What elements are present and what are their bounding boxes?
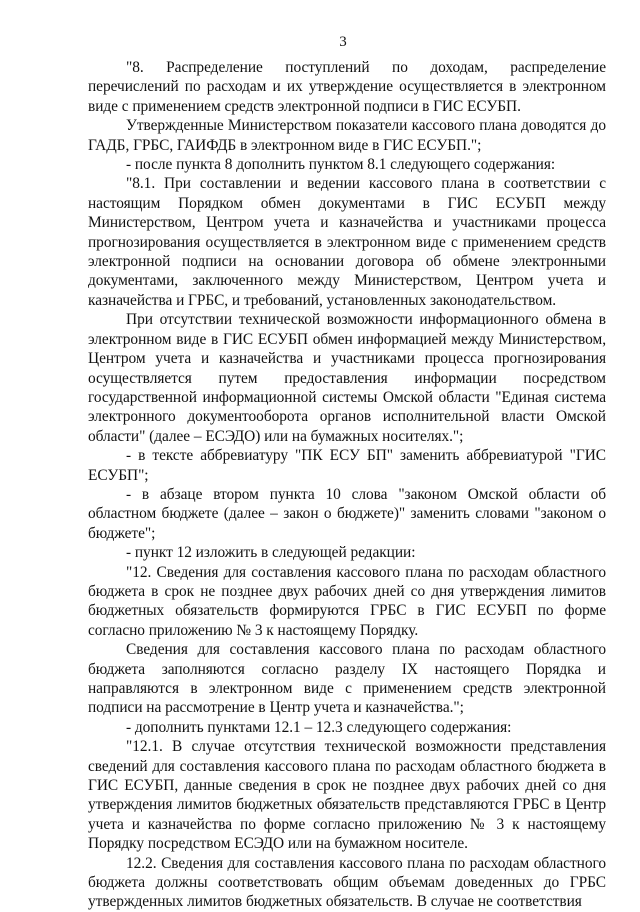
paragraph-13: 12.2. Сведения для составления кассового плана по расходам областного бюджета должны соответствовать общим объемам доведенных до ГРБС утвержденных лимитов бюджетных обязательств. В случае не соответствия (88, 854, 606, 911)
page-number: 3 (339, 34, 347, 50)
paragraph-1: "8. Распределение поступлений по доходам, распределение перечислений по расходам и их утверждение осуществляется в электронном виде с применением средств электронной подписи в ГИС ЕСУБП. (88, 59, 606, 115)
paragraph-12: "12.1. В случае отсутствия технической возможности представления сведений для составления кассового плана по расходам областного бюджета в ГИС ЕСУБП, данные сведения в срок не позднее двух рабочих дней со дня утверждения лимитов бюджетных обязательств представляются ГРБС в Центр учета и казначейства по форме согласно приложению № 3 к настоящему Порядку посредством ЕСЭДО или на бумажном носителе. (88, 738, 606, 853)
paragraph-8: - пункт 12 изложить в следующей редакции: (126, 544, 416, 562)
paragraph-6: - в тексте аббревиатуру "ПК ЕСУ БП" заменить аббревиатурой "ГИС ЕСУБП"; (88, 447, 606, 484)
paragraph-10: Сведения для составления кассового плана по расходам областного бюджета заполняются согласно разделу IX настоящего Порядка и направляются в электронном виде с применением средств электронной подписи на рассмотрение в Центр учета и казначейства."; (88, 641, 606, 717)
paragraph-9: "12. Сведения для составления кассового плана по расходам областного бюджета в срок не позднее двух рабочих дней со дня утверждения лимитов бюджетных обязательств формируются ГРБС в ГИС ЕСУБП по форме согласно приложению № 3 к настоящему Порядку. (88, 563, 606, 639)
paragraph-2: Утвержденные Министерством показатели кассового плана доводятся до ГАДБ, ГРБС, ГАИФДБ в электронном виде в ГИС ЕСУБП."; (88, 117, 606, 154)
paragraph-7: - в абзаце втором пункта 10 слова "законом Омской области об областном бюджете (далее – закон о бюджете)" заменить словами "законом о бюджете"; (88, 485, 606, 542)
paragraph-11: - дополнить пунктами 12.1 – 12.3 следующего содержания: (126, 718, 512, 736)
paragraph-5: При отсутствии технической возможности информационного обмена в электронном виде в ГИС ЕСУБП обмен информацией между Министерством, Центром учета и казначейства и участниками процесса прогнозирования осуществляется путем предоставления информации посредством государственной информационной системы Омской области "Единая система электронного документооборота органов исполнительной власти Омской области" (далее – ЕСЭДО) или на бумажных носителях."; (88, 311, 606, 445)
paragraph-4: "8.1. При составлении и ведении кассового плана в соответствии с настоящим Порядком обмен документами в ГИС ЕСУБП между Министерством, Центром учета и казначейства и участниками процесса прогнозирования осуществляется в электронном виде с применением средств электронной подписи на основании договора об обмене электронными документами, заключенного между Министерством, Центром учета и казначейства и ГРБС, и требований, установленных законодательством. (88, 175, 606, 309)
paragraph-3: - после пункта 8 дополнить пунктом 8.1 следующего содержания: (126, 156, 556, 174)
